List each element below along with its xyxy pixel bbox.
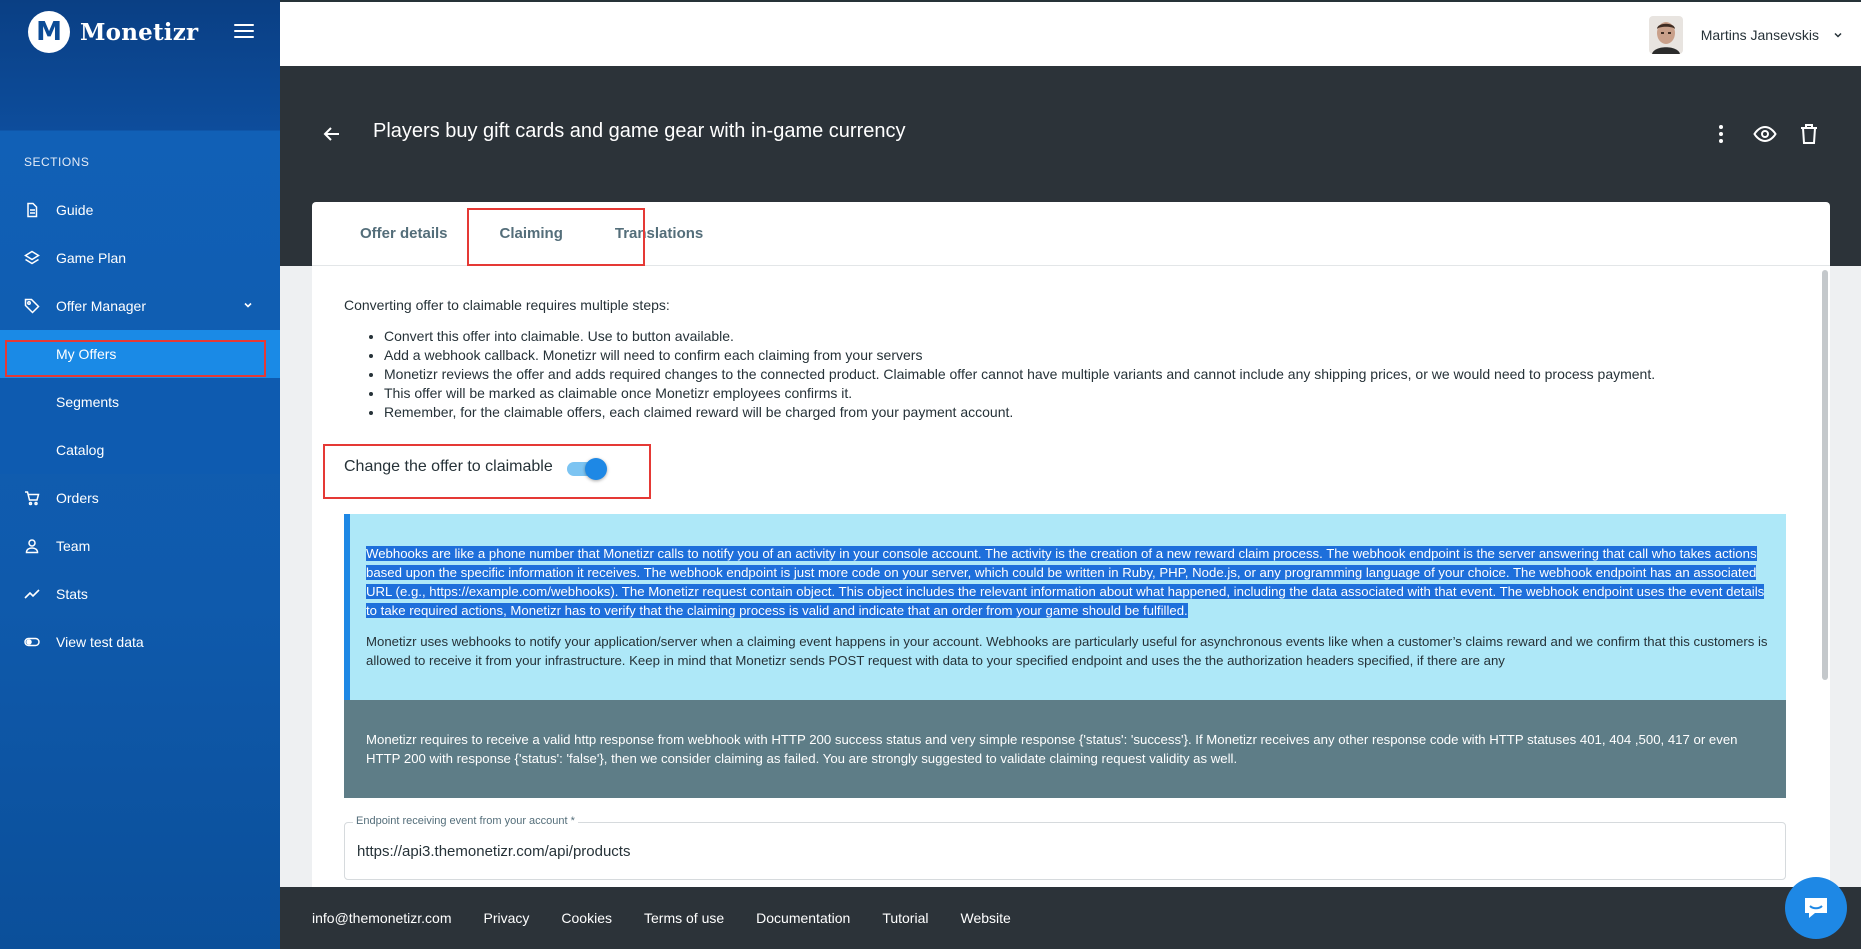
user-name: Martins Jansevskis	[1700, 27, 1819, 43]
tab-claiming[interactable]: Claiming	[474, 202, 589, 266]
sidebar-item-orders[interactable]	[0, 474, 280, 522]
list-item: • Convert this offer into claimable. Use to button available.	[384, 327, 1786, 346]
tab-offer-details[interactable]: Offer details	[360, 225, 448, 242]
claimable-toggle-label: Change the offer to claimable	[344, 458, 553, 475]
brand-name: Monetizr	[80, 18, 199, 46]
list-item: • This offer will be marked as claimable once Monetizr employees confirms it.	[384, 384, 1786, 403]
sidebar-item-guide[interactable]	[0, 186, 280, 234]
sidebar-item-label: Offer Manager	[56, 298, 147, 314]
footer-website-link[interactable]: Website	[960, 910, 1011, 926]
cart-icon	[24, 490, 40, 506]
list-item: • Monetizr reviews the offer and adds required changes to the connected product. Claimable offer cannot have multiple variants and cannot include any shipping prices, or we would need to process payment.	[384, 365, 1786, 384]
sidebar-item-label: Orders	[56, 490, 99, 506]
trash-icon[interactable]	[1797, 122, 1821, 146]
claiming-intro: Converting offer to claimable requires multiple steps:	[344, 297, 670, 313]
endpoint-field-label: Endpoint receiving event from your account *	[353, 815, 578, 827]
back-arrow-icon[interactable]	[320, 122, 344, 146]
tag-icon	[24, 298, 40, 314]
claiming-panel	[312, 267, 1818, 888]
sidebar-item-segments[interactable]	[0, 378, 280, 426]
sidebar-item-offer-manager[interactable]	[0, 282, 280, 330]
sidebar-item-label: Catalog	[56, 442, 105, 458]
eye-icon[interactable]	[1753, 122, 1777, 146]
user-menu[interactable]	[1649, 16, 1843, 54]
chat-button[interactable]	[1785, 877, 1847, 939]
sidebar-nav	[0, 186, 280, 666]
sidebar-item-stats[interactable]	[0, 570, 280, 618]
tab-bar	[312, 202, 1830, 266]
sidebar-item-game-plan[interactable]	[0, 234, 280, 282]
hamburger-menu-icon[interactable]	[234, 24, 254, 40]
tab-translations[interactable]: Translations	[614, 225, 704, 242]
page-title: Players buy gift cards and game gear with in-game currency	[373, 120, 906, 142]
sidebar	[0, 0, 280, 949]
sidebar-item-label: Guide	[56, 202, 94, 218]
endpoint-input[interactable]	[357, 843, 1757, 860]
footer-tutorial-link[interactable]: Tutorial	[882, 910, 929, 926]
sidebar-item-label: My Offers	[56, 346, 117, 362]
sidebar-item-catalog[interactable]	[0, 426, 280, 474]
sidebar-item-team[interactable]	[0, 522, 280, 570]
footer-cookies-link[interactable]: Cookies	[561, 910, 612, 926]
offer-card	[312, 202, 1830, 888]
sidebar-item-view-test-data[interactable]	[0, 618, 280, 666]
toggle-icon	[24, 634, 40, 650]
sidebar-item-label: Team	[56, 538, 91, 554]
top-bar	[280, 0, 1861, 66]
offer-manager-submenu	[0, 330, 280, 474]
layers-icon	[24, 250, 40, 266]
endpoint-field	[344, 815, 1786, 880]
footer	[280, 887, 1861, 949]
list-item: • Remember, for the claimable offers, each claimed reward will be charged from your payment account.	[384, 403, 1786, 422]
webhook-response-note: Monetizr requires to receive a valid http response from webhook with HTTP 200 success status and very simple response {'status': 'success'}. If Monetizr receives any other response code with HTTP statuses 401, 404 ,500, 417 or even HTTP 200 with response {'status': 'false'}, then we consider claiming as failed. You are strongly suggested to validate claiming request validity as well.	[344, 700, 1786, 798]
chat-bubble-icon	[1801, 893, 1831, 923]
list-item: • Add a webhook callback. Monetizr will need to confirm each claiming from your servers	[384, 346, 1786, 365]
webhook-info-selected-text: Webhooks are like a phone number that Monetizr calls to notify you of an activity in your console account. The activity is the creation of a new reward claim process. The webhook endpoint is the server answering that call who takes actions based upon the specific information it receives. The webhook endpoint is just more code on your server, which could be written in Ruby, PHP, Node.js, or any programming language of your choice. The webhook endpoint has an associated URL (e.g., https://example.com/webhooks). The Monetizr request contain object. This object includes the relevant information about what happened, including the data associated with that event. The webhook endpoint uses the event details to take required actions, Monetizr has to verify that the claiming process is valid and indicate that an order from your game should be fulfilled.	[366, 546, 1765, 618]
sidebar-item-my-offers[interactable]	[0, 330, 280, 378]
chevron-down-icon	[242, 299, 254, 311]
claimable-toggle[interactable]	[567, 458, 603, 476]
person-icon	[24, 538, 40, 554]
claimable-toggle-row	[344, 452, 1786, 482]
avatar	[1649, 16, 1683, 54]
footer-documentation-link[interactable]: Documentation	[756, 910, 851, 926]
sidebar-item-label: Stats	[56, 586, 88, 602]
sidebar-item-label: Segments	[56, 394, 120, 410]
chevron-down-icon	[1833, 30, 1843, 40]
trend-icon	[24, 586, 40, 602]
webhook-info-text: Monetizr uses webhooks to notify your application/server when a claiming event happens in your account. Webhooks are particularly useful for asynchronous events like when a customer’s claims reward and we confirm that this customers is allowed to receive it from your infrastructure. Keep in mind that Monetizr sends POST request with data to your specified endpoint and uses the the authorization headers specified, if there are any	[366, 634, 1768, 668]
footer-privacy-link[interactable]: Privacy	[483, 910, 530, 926]
webhook-info-box	[344, 514, 1786, 700]
sidebar-item-label: View test data	[56, 634, 144, 650]
footer-email-link[interactable]: info@themonetizr.com	[312, 910, 452, 926]
header-actions	[1709, 122, 1821, 146]
sections-label: SECTIONS	[24, 155, 90, 169]
brand[interactable]	[28, 12, 198, 52]
sidebar-item-label: Game Plan	[56, 250, 127, 266]
footer-terms-link[interactable]: Terms of use	[644, 910, 725, 926]
claiming-steps	[344, 327, 1786, 422]
scrollbar[interactable]	[1822, 270, 1828, 680]
more-vertical-icon[interactable]	[1709, 122, 1733, 146]
document-icon	[24, 202, 40, 218]
monetizr-logo-icon: M	[28, 11, 70, 53]
